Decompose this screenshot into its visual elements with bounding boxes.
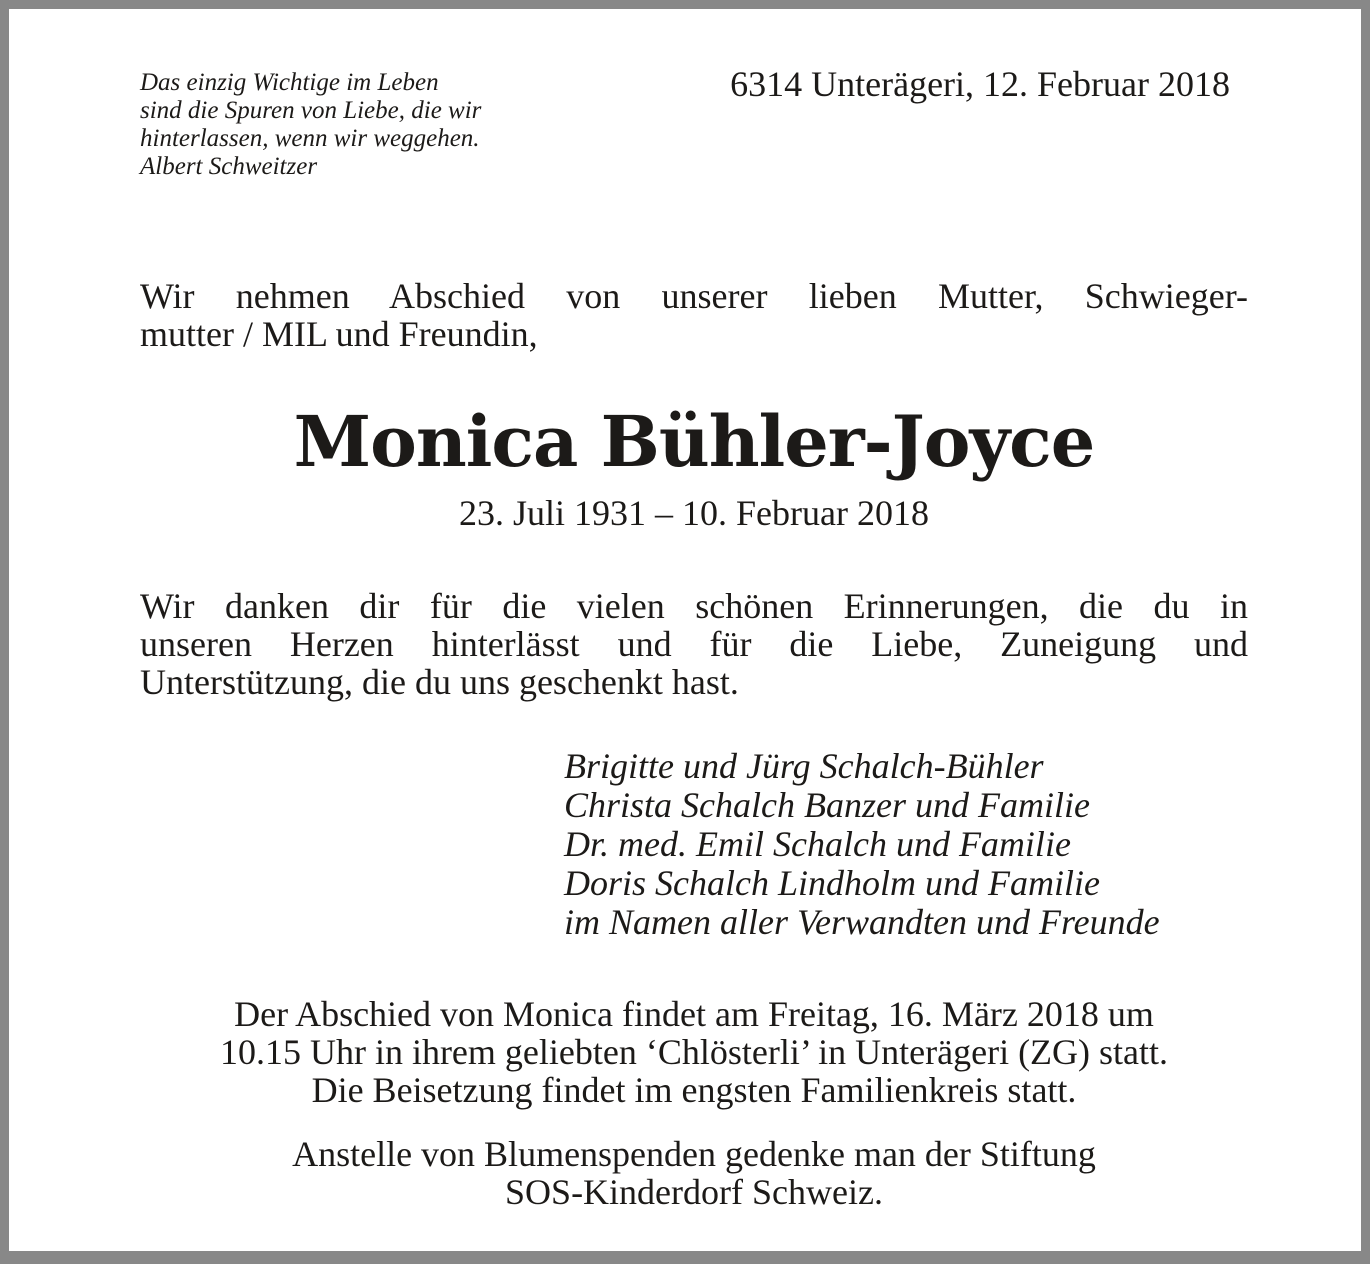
mourners-list	[564, 747, 1160, 942]
ceremony-line: Der Abschied von Monica findet am Freitag, 16. März 2018 um	[234, 994, 1154, 1034]
ceremony-line: 10.15 Uhr in ihrem geliebten ‘Chlösterli’ in Unterägeri (ZG) statt.	[219, 1032, 1169, 1072]
thanks-line: unseren Herzen hinterlässt und für die Liebe, Zuneigung und	[140, 624, 1248, 664]
donation-note	[9, 1135, 1370, 1211]
motto-author: Albert Schweitzer	[140, 153, 318, 180]
mourner-entry: Dr. med. Emil Schalch und Familie	[564, 824, 1071, 864]
motto-quote	[140, 69, 580, 181]
intro-paragraph	[140, 277, 1248, 353]
intro-line: Wir nehmen Abschied von unserer lieben Mutter, Schwieger-	[140, 276, 1248, 316]
intro-line: mutter / MIL und Freundin,	[140, 314, 538, 354]
mourner-entry: Doris Schalch Lindholm und Familie	[564, 863, 1100, 903]
deceased-name: Monica Bühler-Joyce	[293, 400, 1095, 483]
donation-line: SOS-Kinderdorf Schweiz.	[505, 1172, 883, 1212]
mourner-entry: Brigitte und Jürg Schalch-Bühler	[564, 746, 1044, 786]
life-dates: 23. Juli 1931 – 10. Februar 2018	[459, 493, 929, 533]
thanks-line: Wir danken dir für die vielen schönen Erinnerungen, die du in	[140, 586, 1248, 626]
motto-line: Das einzig Wichtige im Leben	[140, 69, 439, 96]
thanks-line: Unterstützung, die du uns geschenkt hast.	[140, 662, 739, 702]
donation-line: Anstelle von Blumenspenden gedenke man der Stiftung	[292, 1134, 1096, 1174]
motto-line: hinterlassen, wenn wir weggehen.	[140, 125, 480, 152]
thanks-paragraph	[140, 587, 1248, 701]
mourner-entry: Christa Schalch Banzer und Familie	[564, 785, 1090, 825]
ceremony-line: Die Beisetzung findet im engsten Familienkreis statt.	[311, 1070, 1077, 1110]
mourner-entry: im Namen aller Verwandten und Freunde	[564, 902, 1160, 942]
motto-line: sind die Spuren von Liebe, die wir	[140, 97, 482, 124]
place-and-date: 6314 Unterägeri, 12. Februar 2018	[730, 64, 1230, 104]
ceremony-info	[9, 995, 1370, 1109]
